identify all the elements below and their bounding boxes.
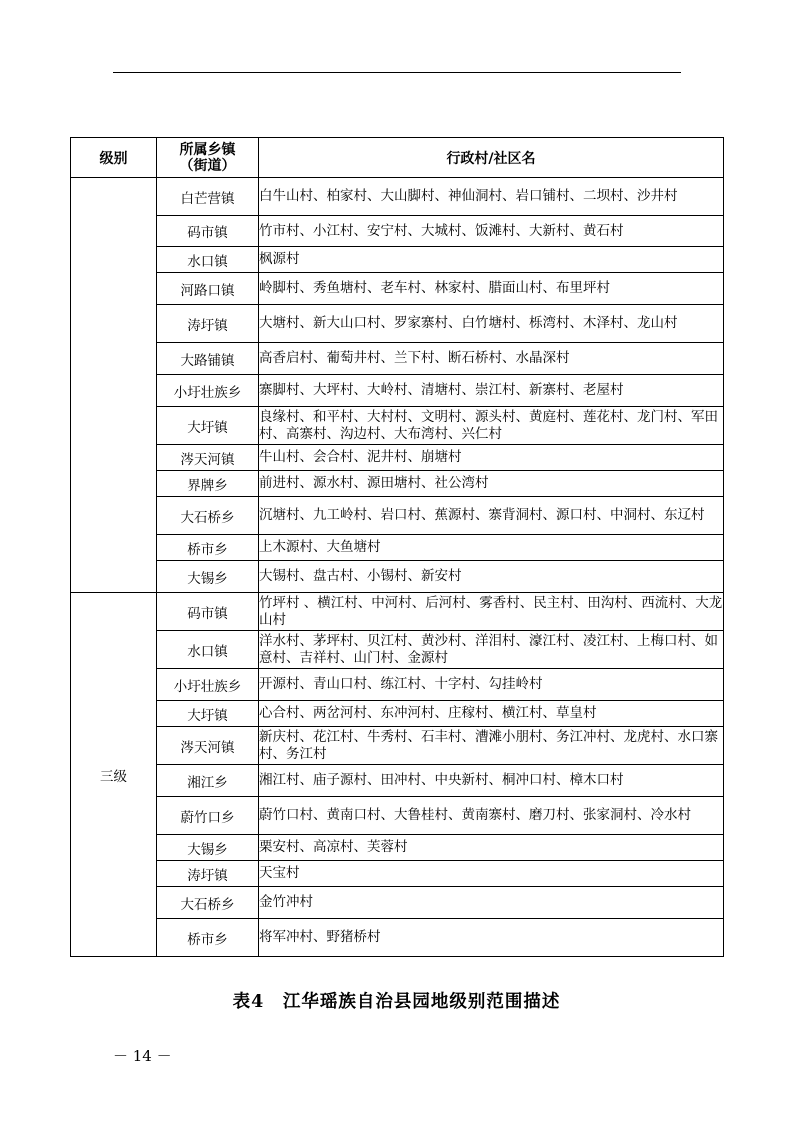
villages-cell: 白牛山村、柏家村、大山脚村、神仙洞村、岩口铺村、二坝村、沙井村 xyxy=(259,178,724,216)
villages-cell: 高香启村、葡萄井村、兰下村、断石桥村、水晶深村 xyxy=(259,343,724,375)
town-header-line1: 所属乡镇 xyxy=(179,141,236,158)
table-row xyxy=(71,497,724,535)
town-header-line2: （街道） xyxy=(179,157,236,174)
town-cell: 小圩壮族乡 xyxy=(157,375,259,407)
table-row xyxy=(71,631,724,669)
table-row xyxy=(71,797,724,835)
villages-cell: 前进村、源水村、源田塘村、社公湾村 xyxy=(259,471,724,497)
villages-cell: 大塘村、新大山口村、罗家寨村、白竹塘村、栎湾村、木泽村、龙山村 xyxy=(259,305,724,343)
villages-cell: 蔚竹口村、黄南口村、大鲁桂村、黄南寨村、磨刀村、张家洞村、冷水村 xyxy=(259,797,724,835)
town-cell: 大路铺镇 xyxy=(157,343,259,375)
villages-cell: 牛山村、会合村、泥井村、崩塘村 xyxy=(259,445,724,471)
town-cell: 河路口镇 xyxy=(157,273,259,305)
town-cell: 涔天河镇 xyxy=(157,445,259,471)
town-cell: 码市镇 xyxy=(157,216,259,247)
town-cell: 大锡乡 xyxy=(157,835,259,861)
table-row xyxy=(71,247,724,273)
level-cell: 三级 xyxy=(71,593,157,957)
town-cell: 涔天河镇 xyxy=(157,727,259,765)
villages-cell: 枫源村 xyxy=(259,247,724,273)
table-row xyxy=(71,727,724,765)
header-rule xyxy=(113,72,681,73)
table-row xyxy=(71,701,724,727)
table-row xyxy=(71,471,724,497)
villages-cell: 新庆村、花江村、牛秀村、石丰村、漕滩小朋村、务江冲村、龙虎村、水口寨村、务江村 xyxy=(259,727,724,765)
table-row xyxy=(71,765,724,797)
villages-cell: 将军冲村、野猪桥村 xyxy=(259,919,724,957)
villages-cell: 湘江村、庙子源村、田冲村、中央新村、桐冲口村、樟木口村 xyxy=(259,765,724,797)
town-cell: 桥市乡 xyxy=(157,535,259,561)
table-row xyxy=(71,593,724,631)
town-cell: 界牌乡 xyxy=(157,471,259,497)
table-row xyxy=(71,343,724,375)
villages-cell: 金竹冲村 xyxy=(259,887,724,919)
villages-cell: 天宝村 xyxy=(259,861,724,887)
table-row xyxy=(71,919,724,957)
villages-cell: 良缘村、和平村、大村村、文明村、源头村、黄庭村、莲花村、龙门村、军田村、高寨村、沟边村、大布湾村、兴仁村 xyxy=(259,407,724,445)
town-cell: 湘江乡 xyxy=(157,765,259,797)
villages-cell: 沉塘村、九工岭村、岩口村、蕉源村、寨背洞村、源口村、中洞村、东辽村 xyxy=(259,497,724,535)
town-cell: 蔚竹口乡 xyxy=(157,797,259,835)
table-row xyxy=(71,561,724,593)
villages-cell: 上木源村、大鱼塘村 xyxy=(259,535,724,561)
table-row xyxy=(71,445,724,471)
table-row xyxy=(71,887,724,919)
table-row xyxy=(71,375,724,407)
villages-cell: 大锡村、盘古村、小锡村、新安村 xyxy=(259,561,724,593)
table-row xyxy=(71,178,724,216)
town-cell: 大圩镇 xyxy=(157,701,259,727)
table-row xyxy=(71,216,724,247)
table-body xyxy=(71,178,724,957)
villages-header: 行政村/社区名 xyxy=(259,138,724,178)
town-cell: 桥市乡 xyxy=(157,919,259,957)
villages-cell: 竹市村、小江村、安宁村、大城村、饭滩村、大新村、黄石村 xyxy=(259,216,724,247)
villages-cell: 竹坪村 、横江村、中河村、后河村、雾香村、民主村、田沟村、西流村、大龙山村 xyxy=(259,593,724,631)
level-cell xyxy=(71,178,157,593)
town-cell: 涛圩镇 xyxy=(157,305,259,343)
town-cell: 大石桥乡 xyxy=(157,887,259,919)
level-header: 级别 xyxy=(71,138,157,178)
table-row xyxy=(71,273,724,305)
villages-cell: 寨脚村、大坪村、大岭村、清塘村、崇江村、新寨村、老屋村 xyxy=(259,375,724,407)
table-header-row xyxy=(71,138,724,178)
villages-cell: 栗安村、高凉村、芙蓉村 xyxy=(259,835,724,861)
table-row xyxy=(71,535,724,561)
town-cell: 白芒营镇 xyxy=(157,178,259,216)
villages-cell: 岭脚村、秀鱼塘村、老车村、林家村、腊面山村、布里坪村 xyxy=(259,273,724,305)
town-cell: 水口镇 xyxy=(157,247,259,273)
page-number: － 14 － xyxy=(113,1047,172,1065)
table-row xyxy=(71,407,724,445)
table-row xyxy=(71,305,724,343)
table-row xyxy=(71,669,724,701)
town-cell: 大石桥乡 xyxy=(157,497,259,535)
town-cell: 大锡乡 xyxy=(157,561,259,593)
villages-cell: 开源村、青山口村、练江村、十字村、勾挂岭村 xyxy=(259,669,724,701)
table-caption: 表4 江华瑶族自治县园地级别范围描述 xyxy=(232,992,561,1012)
villages-cell: 洋水村、茅坪村、贝江村、黄沙村、洋泪村、濠江村、凌江村、上梅口村、如意村、吉祥村、山门村、金源村 xyxy=(259,631,724,669)
town-cell: 码市镇 xyxy=(157,593,259,631)
villages-cell: 心合村、两岔河村、东冲河村、庄稼村、横江村、草皇村 xyxy=(259,701,724,727)
town-header xyxy=(157,138,259,178)
table-row xyxy=(71,835,724,861)
town-cell: 小圩壮族乡 xyxy=(157,669,259,701)
town-cell: 大圩镇 xyxy=(157,407,259,445)
town-cell: 涛圩镇 xyxy=(157,861,259,887)
village-range-table xyxy=(70,137,724,957)
table-row xyxy=(71,861,724,887)
town-cell: 水口镇 xyxy=(157,631,259,669)
